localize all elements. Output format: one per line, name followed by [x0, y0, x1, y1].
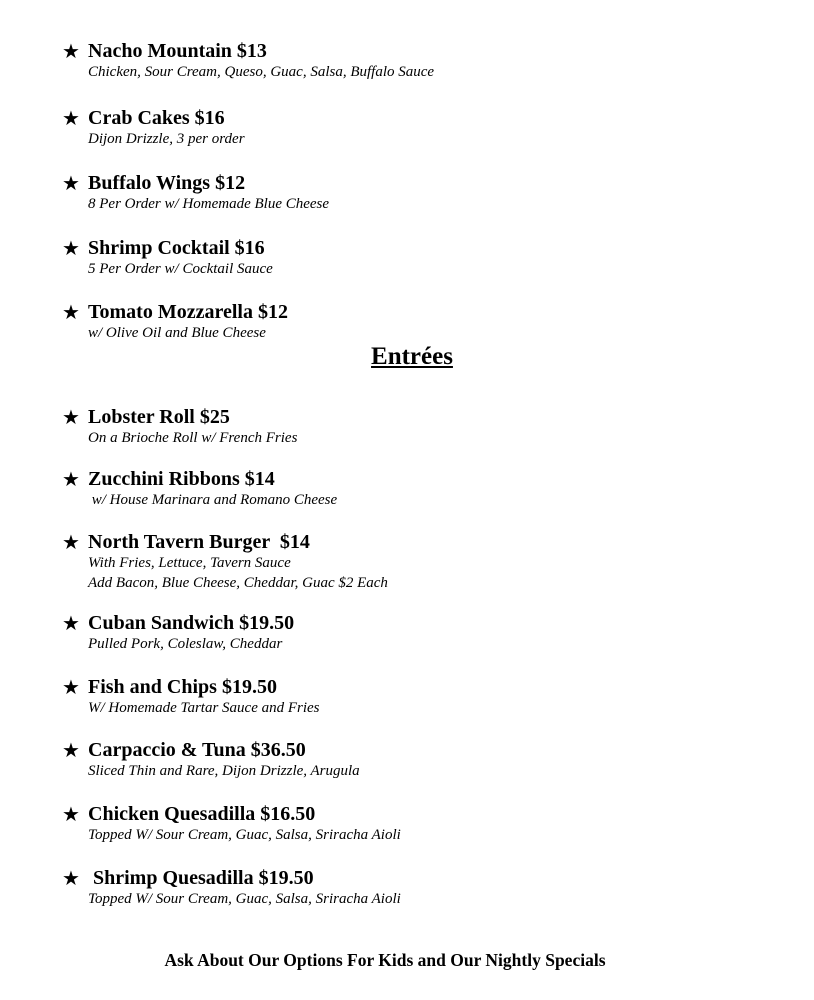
menu-item-description: Topped W/ Sour Cream, Guac, Salsa, Sriracha Aioli [88, 891, 401, 907]
menu-item-description: 8 Per Order w/ Homemade Blue Cheese [88, 196, 330, 212]
star-icon: ★ [62, 467, 80, 491]
footer-note: Ask About Our Options For Kids and Our Nightly Specials [164, 950, 606, 970]
star-icon: ★ [62, 236, 80, 260]
star-icon: ★ [62, 106, 80, 130]
menu-item-title: Nacho Mountain $13 [88, 40, 267, 62]
star-icon: ★ [62, 866, 80, 890]
star-icon: ★ [62, 802, 80, 826]
menu-item-title: Zucchini Ribbons $14 [88, 468, 275, 490]
menu-item-description: Dijon Drizzle, 3 per order [88, 131, 245, 147]
section-heading-entrees: Entrées [371, 343, 453, 370]
menu-item-description: Sliced Thin and Rare, Dijon Drizzle, Arugula [88, 763, 360, 779]
menu-item-title: Lobster Roll $25 [88, 406, 230, 428]
menu-item-description: w/ Olive Oil and Blue Cheese [88, 325, 266, 341]
star-icon: ★ [62, 530, 80, 554]
menu-item-description: Chicken, Sour Cream, Queso, Guac, Salsa, Buffalo Sauce [88, 64, 435, 80]
menu-item-title: Shrimp Quesadilla $19.50 [88, 867, 314, 889]
menu-item-description: 5 Per Order w/ Cocktail Sauce [88, 261, 273, 277]
menu-item-description: With Fries, Lettuce, Tavern Sauce [88, 555, 291, 571]
menu-item-description: Pulled Pork, Coleslaw, Cheddar [88, 636, 283, 652]
menu-item-description: w/ House Marinara and Romano Cheese [88, 492, 338, 508]
menu-item-title: Tomato Mozzarella $12 [88, 301, 288, 323]
menu-item-title: Buffalo Wings $12 [88, 172, 246, 194]
star-icon: ★ [62, 39, 80, 63]
star-icon: ★ [62, 675, 80, 699]
menu-item-title: Shrimp Cocktail $16 [88, 237, 265, 259]
menu-item-title: Chicken Quesadilla $16.50 [88, 803, 316, 825]
menu-item-description: On a Brioche Roll w/ French Fries [88, 430, 298, 446]
menu-item-title: North Tavern Burger $14 [88, 531, 310, 553]
menu-item-title: Carpaccio & Tuna $36.50 [88, 739, 306, 761]
star-icon: ★ [62, 171, 80, 195]
star-icon: ★ [62, 738, 80, 762]
star-icon: ★ [62, 300, 80, 324]
menu-item-title: Cuban Sandwich $19.50 [88, 612, 295, 634]
star-icon: ★ [62, 611, 80, 635]
star-icon: ★ [62, 405, 80, 429]
menu-item-description-extra: Add Bacon, Blue Cheese, Cheddar, Guac $2 Each [88, 575, 388, 591]
menu-item-title: Fish and Chips $19.50 [88, 676, 277, 698]
menu-item-title: Crab Cakes $16 [88, 107, 225, 129]
menu-item-description: W/ Homemade Tartar Sauce and Fries [88, 700, 320, 716]
menu-item-description: Topped W/ Sour Cream, Guac, Salsa, Sriracha Aioli [88, 827, 401, 843]
